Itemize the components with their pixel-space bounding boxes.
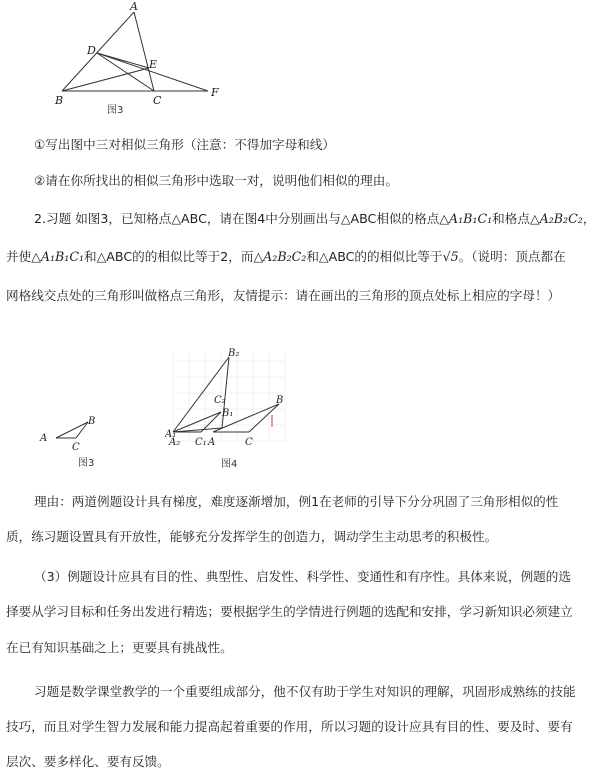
label-B1: B₁ <box>222 408 234 419</box>
triangle-name: A₁B₁C₁ <box>40 249 85 264</box>
label-E: E <box>149 58 158 71</box>
reason-line-1: 理由：两道例题设计具有梯度，难度逐渐增加，例1在老师的引导下分分巩固了三角形相似的性 <box>34 494 559 509</box>
label-A1: A₁ <box>165 429 177 440</box>
label-F: F <box>211 86 219 99</box>
para4-line-3: 层次、要多样化、要有反馈。 <box>6 754 170 769</box>
grid-figure-4 <box>165 345 315 473</box>
text: 和△ABC的的相似比等于 <box>306 249 443 264</box>
label-C: C <box>245 437 253 448</box>
text: ， <box>582 211 596 226</box>
triangle-name: A₁B₁C₁ <box>449 211 493 226</box>
para3-line-3: 在已有知识基础之上；更要具有挑战性。 <box>6 640 233 655</box>
label-C: C <box>153 94 162 107</box>
triangle-name: A₂B₂C₂ <box>263 249 307 264</box>
reason-line-2: 质，练习题设置具有开放性，能够充分发挥学生的创造力，调动学生主动思考的积极性。 <box>6 529 498 544</box>
text: 和△ABC的的相似比等于2，而△ <box>84 249 264 264</box>
exercise-2-line-1 <box>34 210 600 228</box>
text: 并使△ <box>6 249 41 264</box>
para3-line-2: 择要从学习目标和任务出发进行精选；要根据学生的学情进行例题的选配和安排，学习新知识必须建立 <box>6 604 573 619</box>
figure-caption: 图3 <box>107 105 124 116</box>
label-B2: B₂ <box>228 348 240 359</box>
segment-AB <box>56 422 88 438</box>
question-2: ②请在你所找出的相似三角形中选取一对，说明他们相似的理由。 <box>34 173 398 188</box>
label-B: B <box>88 416 96 427</box>
triangle-figure-small <box>34 410 114 472</box>
label-C: C <box>72 442 80 453</box>
label-C1: C₁ <box>195 437 207 448</box>
text: 。（说明：顶点都在 <box>458 249 566 264</box>
label-A: A <box>208 437 216 448</box>
segment-CB <box>249 404 279 432</box>
figure-caption: 图3 <box>78 458 95 469</box>
segment-CB <box>76 422 88 438</box>
label-A: A <box>130 0 138 13</box>
para4-line-2: 技巧，而且对学生智力发展和能力提高起着重要的作用，所以习题的设计应具有目的性、要及时、要有 <box>6 719 573 734</box>
segment-DE <box>97 53 149 68</box>
question-1: ①写出图中三对相似三角形（注意：不得加字母和线） <box>34 137 335 152</box>
exercise-2-line-3: 网格线交点处的三角形叫做格点三角形，友情提示：请在画出的三角形的顶点处标上相应的字母！） <box>6 288 561 303</box>
label-C2: C₂ <box>214 395 226 406</box>
label-D: D <box>87 44 96 57</box>
text: 2.习题 如图3，已知格点△ABC，请在图4中分别画出与△ABC相似的格点△ <box>34 211 450 226</box>
label-B: B <box>276 395 284 406</box>
triangle-figure-top <box>50 0 230 118</box>
para4-line-1: 习题是数学课堂教学的一个重要组成部分，他不仅有助于学生对知识的理解，巩固形成熟练的技能 <box>34 684 576 699</box>
para3-line-1: （3）例题设计应具有目的性、典型性、启发性、科学性、变通性和有序性。具体来说，例题的选 <box>34 569 571 584</box>
exercise-2-line-2 <box>6 248 600 266</box>
sqrt-five: √5 <box>442 249 459 264</box>
triangle-name: A₂B₂C₂ <box>539 211 583 226</box>
label-B: B <box>55 94 64 107</box>
label-A: A <box>40 433 48 444</box>
segment-AB <box>62 12 134 91</box>
label-A2: A₂ <box>169 437 181 448</box>
text: 和格点△ <box>492 211 540 226</box>
figure-caption: 图4 <box>221 459 238 470</box>
